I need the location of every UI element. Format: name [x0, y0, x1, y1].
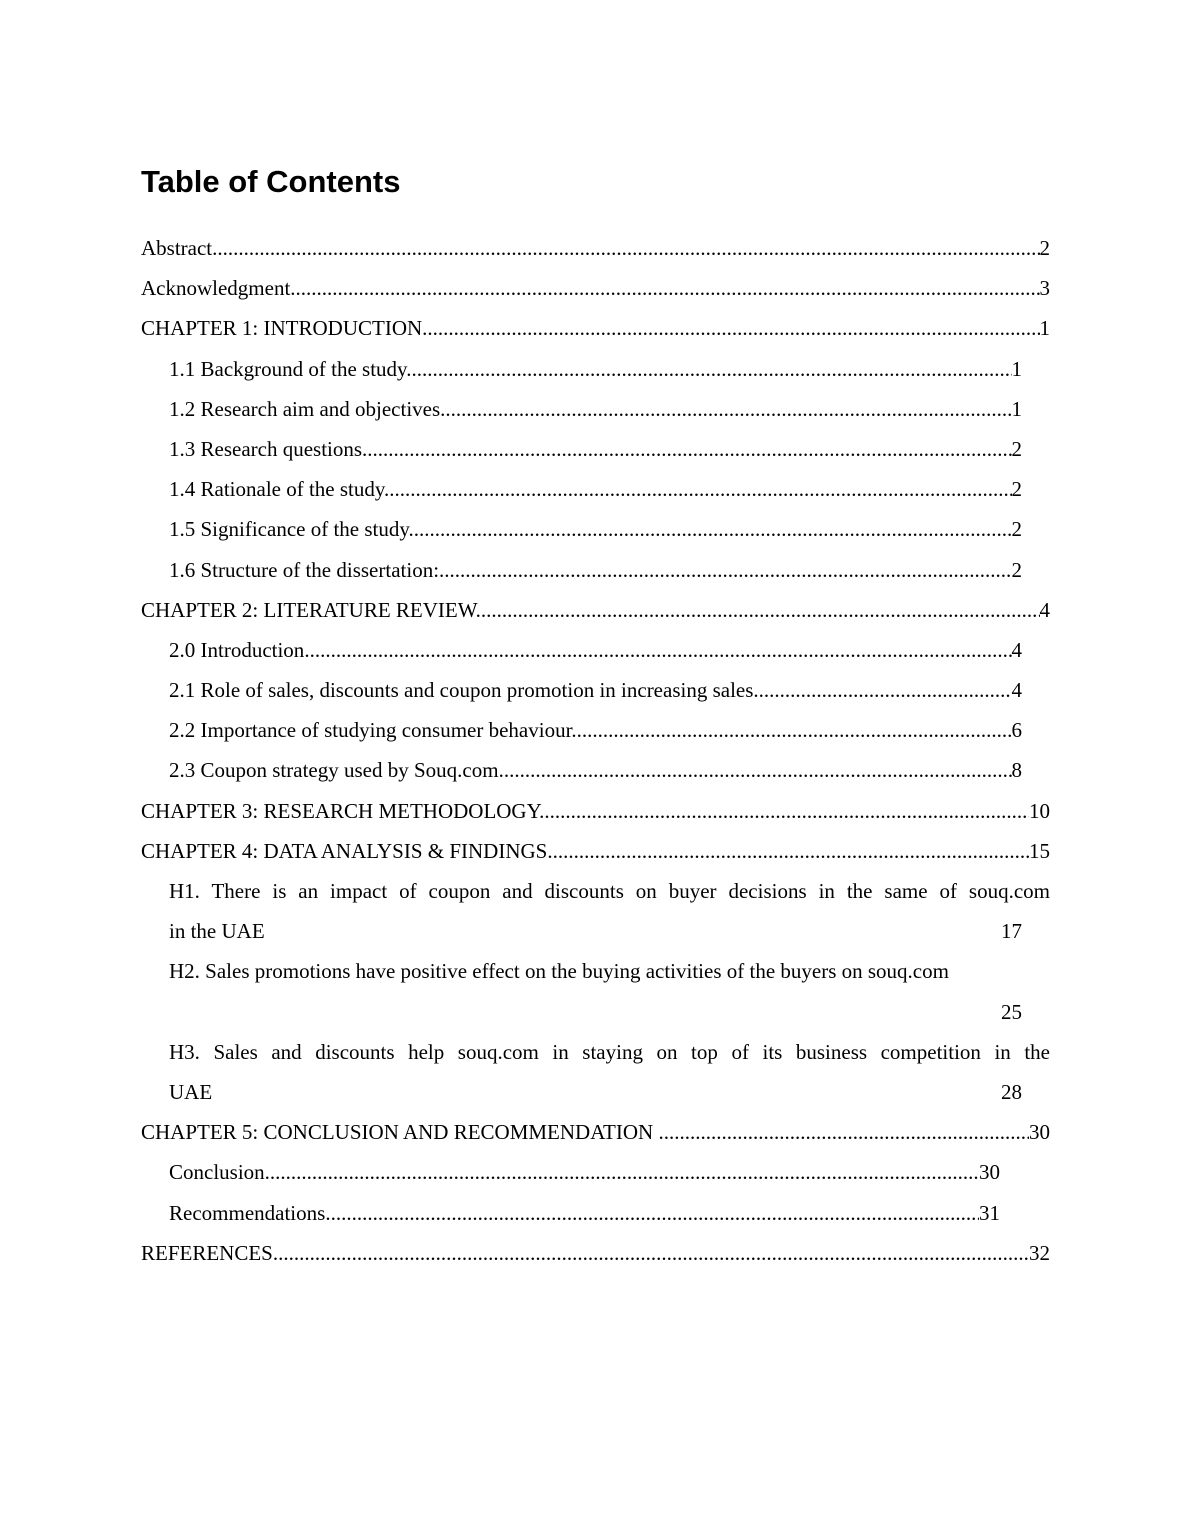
dot-leader [658, 1120, 1050, 1144]
toc-entry-2-0[interactable] [169, 630, 1022, 670]
toc-entry-chapter-3[interactable] [141, 791, 1050, 831]
toc-page-number: 4 [1012, 630, 1023, 670]
toc-entry-text: 2.0 Introduction [169, 637, 305, 662]
dot-leader [571, 718, 1022, 742]
toc-entry-2-3[interactable] [169, 750, 1022, 790]
toc-page-number: 2 [1012, 509, 1023, 549]
toc-entry-1-5[interactable] [169, 509, 1022, 549]
toc-page-number: 8 [1012, 750, 1023, 790]
toc-page-number: 28 [1001, 1072, 1022, 1112]
toc-page-number: 2 [1012, 469, 1023, 509]
toc-entry-text: CHAPTER 5: CONCLUSION AND RECOMMENDATION [141, 1120, 659, 1145]
dot-leader [547, 839, 1050, 863]
dot-leader [422, 316, 1050, 340]
toc-entry-1-2[interactable] [169, 389, 1022, 429]
toc-entry-text: 1.3 Research questions [169, 436, 363, 461]
toc-page-number: 30 [979, 1152, 1000, 1192]
toc-list [141, 228, 1050, 1273]
toc-page-number: 4 [1012, 670, 1023, 710]
toc-entry-1-4[interactable] [169, 469, 1022, 509]
dot-leader [439, 558, 1022, 582]
toc-entry-text: 1.5 Significance of the study [169, 517, 409, 542]
toc-entry-h1[interactable] [169, 871, 1050, 951]
toc-entry-text: 1.6 Structure of the dissertation: [169, 557, 440, 582]
dot-leader [499, 758, 1022, 782]
toc-page-number: 2 [1012, 429, 1023, 469]
dot-leader [753, 678, 1022, 702]
toc-entry-recommendations[interactable] [169, 1193, 1000, 1233]
dot-leader [212, 236, 1050, 260]
toc-entry-text: Conclusion [169, 1160, 265, 1185]
toc-entry-acknowledgment[interactable] [141, 268, 1050, 308]
document-page [141, 160, 1050, 1273]
toc-entry-text: CHAPTER 1: INTRODUCTION [141, 316, 423, 341]
dot-leader [476, 598, 1050, 622]
dot-leader [406, 357, 1022, 381]
toc-entry-abstract[interactable] [141, 228, 1050, 268]
toc-entry-conclusion[interactable] [169, 1152, 1000, 1192]
toc-entry-text: H3. Sales and discounts help souq.com in staying on top of its business competition in the [169, 1039, 1050, 1064]
toc-entry-text: H2. Sales promotions have positive effect on the buying activities of the buyers on souq.com [169, 959, 949, 984]
toc-page-number: 10 [1029, 791, 1050, 831]
toc-entry-chapter-2[interactable] [141, 590, 1050, 630]
toc-page-number: 17 [1001, 911, 1022, 951]
dot-leader [440, 397, 1022, 421]
dot-leader [409, 517, 1022, 541]
toc-entry-text: Abstract [141, 236, 213, 260]
toc-page-number: 25 [1001, 992, 1022, 1032]
toc-entry-h3[interactable] [169, 1032, 1050, 1112]
toc-entry-h2[interactable] [169, 951, 1050, 1031]
toc-entry-1-6[interactable] [169, 550, 1022, 590]
toc-page-number: 2 [1040, 228, 1051, 268]
toc-page-number: 30 [1029, 1112, 1050, 1152]
toc-entry-references[interactable] [141, 1233, 1050, 1273]
toc-page-number: 15 [1029, 831, 1050, 871]
toc-entry-text-continued: in the UAE [169, 919, 265, 944]
toc-entry-2-2[interactable] [169, 710, 1022, 750]
toc-entry-text: Recommendations [169, 1200, 326, 1225]
dot-leader [539, 799, 1050, 823]
toc-entry-text: CHAPTER 2: LITERATURE REVIEW [141, 597, 476, 622]
toc-entry-chapter-4[interactable] [141, 831, 1050, 871]
toc-page-number: 1 [1040, 308, 1051, 348]
toc-entry-1-3[interactable] [169, 429, 1022, 469]
toc-page-number: 4 [1040, 590, 1051, 630]
toc-entry-2-1[interactable] [169, 670, 1022, 710]
toc-page-number: 1 [1012, 349, 1023, 389]
toc-entry-text: 2.2 Importance of studying consumer behaviour [169, 718, 572, 743]
toc-page-number: 32 [1029, 1233, 1050, 1273]
dot-leader [290, 276, 1050, 300]
dot-leader [273, 1241, 1050, 1265]
toc-entry-chapter-5[interactable] [141, 1112, 1050, 1152]
dot-leader [304, 638, 1022, 662]
toc-entry-text: REFERENCES [141, 1240, 273, 1265]
toc-entry-text: 2.1 Role of sales, discounts and coupon promotion in increasing sales [169, 678, 754, 703]
dot-leader [384, 477, 1022, 501]
toc-entry-text: H1. There is an impact of coupon and discounts on buyer decisions in the same of souq.com [169, 879, 1050, 903]
toc-entry-text: 1.4 Rationale of the study [169, 477, 385, 502]
toc-entry-text-continued: UAE [169, 1079, 218, 1104]
dot-leader [325, 1201, 1000, 1225]
toc-page-number: 31 [979, 1193, 1000, 1233]
toc-page-number: 1 [1012, 389, 1023, 429]
dot-leader [265, 1160, 1000, 1184]
toc-entry-1-1[interactable] [169, 349, 1022, 389]
dot-leader [362, 437, 1022, 461]
toc-page-number: 6 [1012, 710, 1023, 750]
toc-entry-text: 2.3 Coupon strategy used by Souq.com [169, 758, 499, 783]
toc-entry-text: Acknowledgment [141, 276, 291, 301]
toc-entry-text: CHAPTER 3: RESEARCH METHODOLOGY [141, 798, 540, 823]
toc-title: Table of Contents [141, 164, 401, 199]
toc-entry-text: CHAPTER 4: DATA ANALYSIS & FINDINGS [141, 838, 548, 863]
toc-entry-chapter-1[interactable] [141, 308, 1050, 348]
toc-entry-text: 1.2 Research aim and objectives [169, 396, 441, 421]
toc-entry-text: 1.1 Background of the study [169, 356, 407, 381]
toc-page-number: 2 [1012, 550, 1023, 590]
toc-page-number: 3 [1040, 268, 1051, 308]
